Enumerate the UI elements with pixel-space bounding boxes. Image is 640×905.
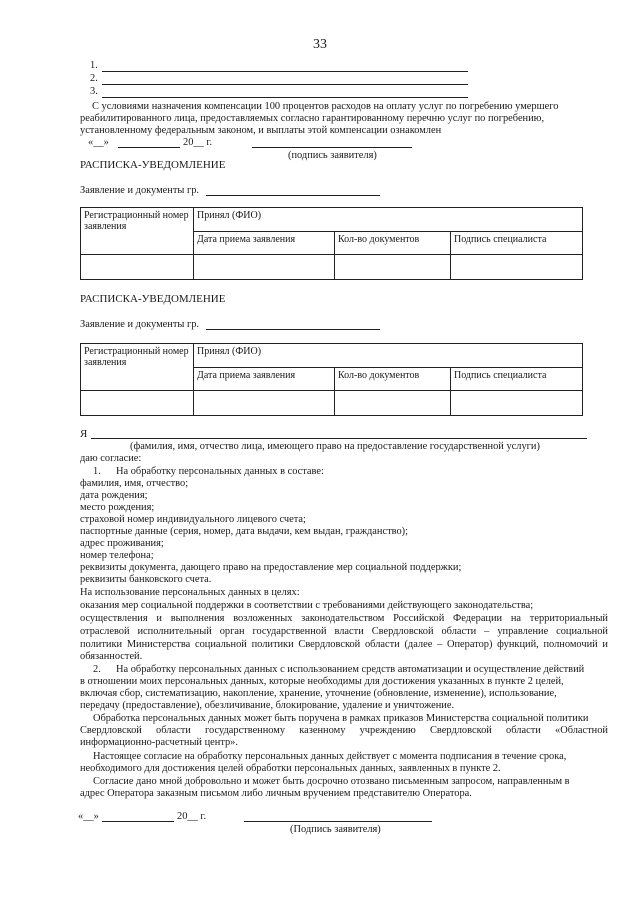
conditions-line-1: С условиями назначения компенсации 100 процентов расходов на оплату услуг по погребению умершего	[92, 101, 559, 112]
data-item: паспортные данные (серия, номер, дата выдачи, кем выдан, гражданство);	[80, 526, 408, 537]
list-number-3: 3.	[90, 86, 98, 97]
list-line-2	[102, 84, 468, 85]
receipt-1-reg-number: Регистрационный номер заявления	[81, 208, 194, 255]
data-item: страховой номер индивидуального лицевого счета;	[80, 514, 306, 525]
receipt-1-specialist-signature: Подпись специалиста	[451, 232, 583, 255]
data-item: номер телефона;	[80, 550, 154, 561]
page-number: 33	[313, 37, 327, 52]
receipt-2-accepted: Принял (ФИО)	[194, 344, 583, 368]
item-2-number: 2.	[93, 664, 101, 675]
receipt-1-docs-line	[206, 195, 380, 196]
receipt-1-docs-label: Заявление и документы гр.	[80, 185, 200, 196]
receipt-2-table	[80, 343, 583, 416]
signature-caption-top: (подпись заявителя)	[288, 150, 377, 161]
date-month-line-bottom	[102, 821, 174, 822]
purpose-2-line-4: обязанностей.	[80, 651, 143, 662]
validity-line-1: Настоящее согласие на обработку персональных данных действует с момента подписания в течение срока,	[93, 751, 567, 762]
receipt-1-date-cell	[194, 255, 335, 280]
purpose-2-line-3: политики Министерства социальной политики Свердловской области (далее – Оператор) функций, полномочий и	[80, 639, 608, 650]
data-item: реквизиты документа, дающего право на предоставление мер социальной поддержки;	[80, 562, 462, 573]
receipt-1-doc-count: Кол-во документов	[335, 232, 451, 255]
item-2-line-3: включая сбор, систематизацию, накопление, хранение, уточнение (обновление, изменение), использование,	[80, 688, 557, 699]
data-item: место рождения;	[80, 502, 155, 513]
signature-line-bottom	[244, 821, 432, 822]
commission-line-1: Обработка персональных данных может быть поручена в рамках приказов Министерства социальной политики	[93, 713, 589, 724]
data-item: адрес проживания;	[80, 538, 164, 549]
receipt-1-title: РАСПИСКА-УВЕДОМЛЕНИЕ	[80, 159, 226, 171]
data-item: реквизиты банковского счета.	[80, 574, 212, 585]
purpose-2-line-1: осуществления и выполнения возложенных законодательством Российской Федерации на территориальный	[80, 613, 608, 624]
commission-line-2: Свердловской области государственному казенному учреждению Свердловской области «Областной	[80, 725, 608, 736]
data-item: фамилия, имя, отчество;	[80, 478, 189, 489]
voluntary-line-2: адрес Оператора заказным письмом либо личным вручением представителю Оператора.	[80, 788, 472, 799]
item-2-line-2: в отношении моих персональных данных, которые необходимы для достижения указанных в пункте 2 целей,	[80, 676, 564, 687]
receipt-2-doc-count: Кол-во документов	[335, 368, 451, 391]
conditions-line-3: установленному федеральным законом, и выплаты этой компенсации ознакомлен	[80, 125, 442, 136]
receipt-2-date-received: Дата приема заявления	[194, 368, 335, 391]
date-month-line-top	[118, 147, 180, 148]
purpose-1: оказания мер социальной поддержки в соответствии с требованиями действующего законодательства;	[80, 600, 534, 611]
receipt-1-reg-number-cell	[81, 255, 194, 280]
list-line-1	[102, 71, 468, 72]
signature-line-top	[252, 147, 412, 148]
list-number-2: 2.	[90, 73, 98, 84]
data-item: дата рождения;	[80, 490, 148, 501]
receipt-2-specialist-signature: Подпись специалиста	[451, 368, 583, 391]
item-1-text: На обработку персональных данных в составе:	[116, 466, 324, 477]
validity-line-2: необходимого для достижения целей обработки персональных данных, заявленных в пункте 2.	[80, 763, 501, 774]
receipt-2-docs-label: Заявление и документы гр.	[80, 319, 200, 330]
date-open-quote-bottom: «__»	[78, 811, 99, 822]
receipt-2-signature-cell	[451, 391, 583, 416]
list-line-3	[102, 97, 468, 98]
receipt-2-docs-line	[206, 329, 380, 330]
i-label: Я	[80, 428, 88, 440]
receipt-1-count-cell	[335, 255, 451, 280]
give-consent: даю согласие:	[80, 453, 142, 464]
commission-line-3: информационно-расчетный центр».	[80, 737, 238, 748]
i-name-line	[91, 438, 587, 439]
item-1-number: 1.	[93, 466, 101, 477]
item-2-line-4: передачу (предоставление), обезличивание, блокирование, удаление и уничтожение.	[80, 700, 455, 711]
receipt-2-count-cell	[335, 391, 451, 416]
receipt-2-reg-number: Регистрационный номер заявления	[81, 344, 194, 391]
receipt-1-signature-cell	[451, 255, 583, 280]
i-caption: (фамилия, имя, отчество лица, имеющего право на предоставление государственной услуги)	[130, 441, 540, 452]
receipt-2-date-cell	[194, 391, 335, 416]
receipt-1-date-received: Дата приема заявления	[194, 232, 335, 255]
list-number-1: 1.	[90, 60, 98, 71]
purpose-2-line-2: отраслевой исполнительный орган государственной власти Свердловской области – управление социальной	[80, 626, 608, 637]
purposes-label: На использование персональных данных в целях:	[80, 587, 300, 598]
conditions-line-2: реабилитированного лица, предоставляемых согласно гарантированному перечню услуг по погребению,	[80, 113, 545, 124]
date-year-bottom: 20__ г.	[177, 811, 207, 822]
voluntary-line-1: Согласие дано мной добровольно и может быть досрочно отозвано письменным запросом, направленным в	[93, 776, 570, 787]
date-open-quote-top: «__»	[88, 137, 109, 148]
item-2-line-1: На обработку персональных данных с использованием средств автоматизации и осуществление действий	[116, 664, 585, 675]
date-year-top: 20__ г.	[183, 137, 213, 148]
receipt-1-table	[80, 207, 583, 280]
receipt-1-accepted: Принял (ФИО)	[194, 208, 583, 232]
signature-caption-bottom: (Подпись заявителя)	[290, 824, 381, 835]
receipt-2-reg-number-cell	[81, 391, 194, 416]
receipt-2-title: РАСПИСКА-УВЕДОМЛЕНИЕ	[80, 293, 226, 305]
